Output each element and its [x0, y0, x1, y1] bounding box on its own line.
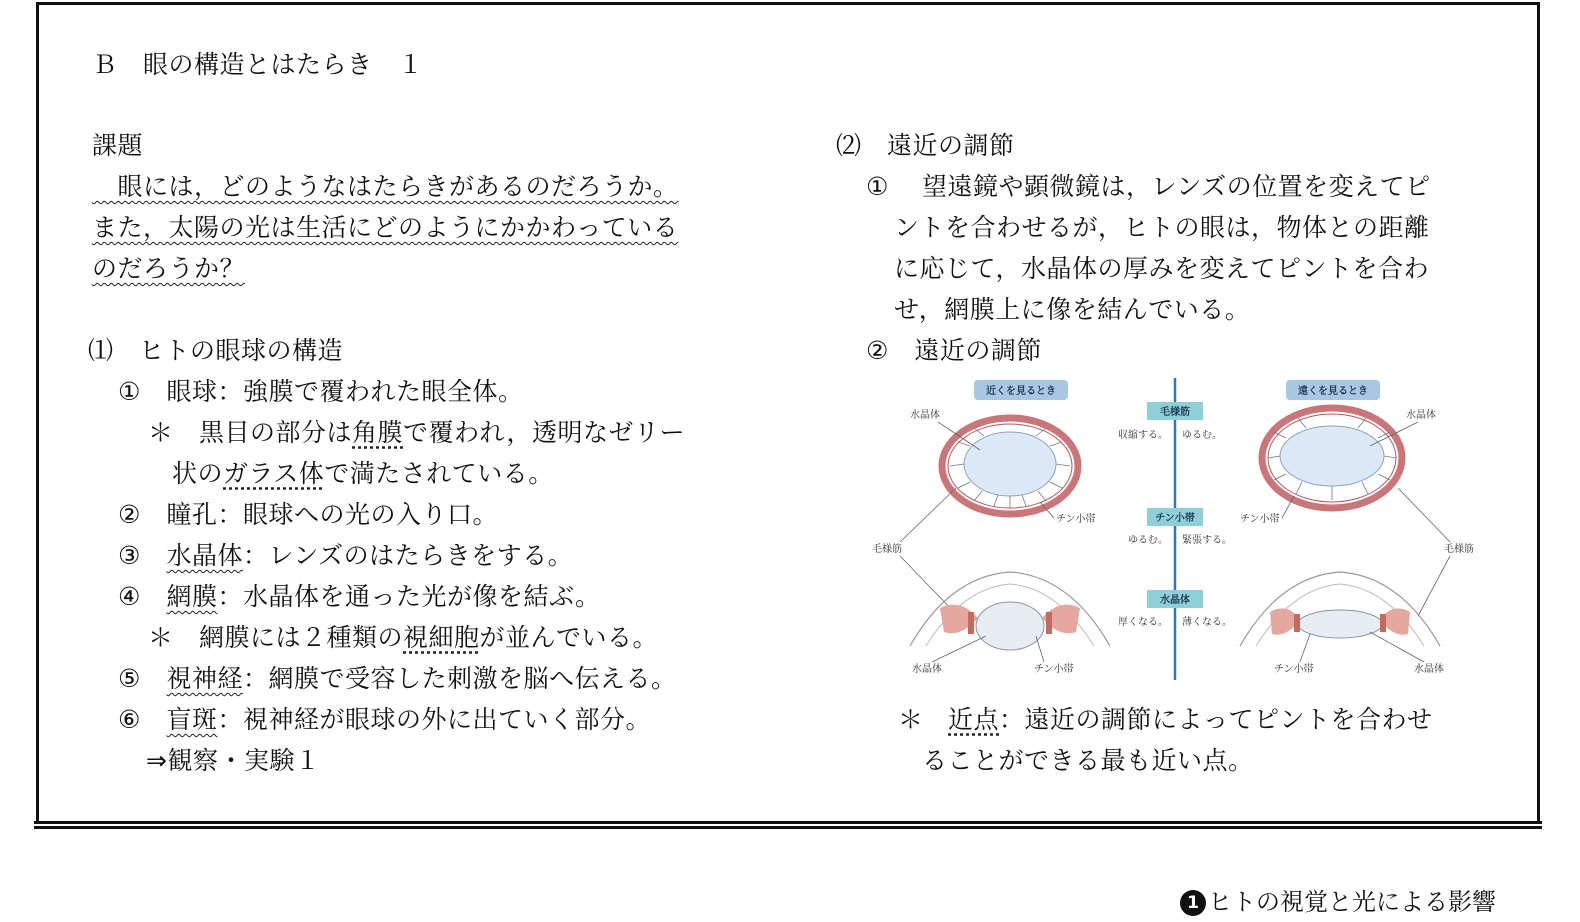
item-number: ⑤: [118, 664, 141, 693]
part2-para-line-3: に応じて，水晶体の厚みを変えてピントを合わ: [894, 254, 1430, 283]
structure-item-3: [118, 541, 573, 571]
structure-note-cornea: [148, 418, 685, 448]
note-text: で満たされている。: [324, 459, 554, 488]
near-point-star: ＊: [898, 705, 924, 734]
part2-heading: ⑵ 遠近の調節: [836, 131, 1015, 160]
experiment-link[interactable]: ⇒観察・実験１: [146, 746, 321, 775]
part2-subheading: ② 遠近の調節: [866, 336, 1042, 365]
item-number: ⑥: [118, 705, 141, 734]
far-lens-label: 水晶体: [1406, 410, 1436, 421]
section-title: Ｂ 眼の構造とはたらき １: [92, 50, 424, 79]
note-term: 角膜: [352, 418, 404, 447]
structure-item-2: [118, 500, 498, 530]
footer-caption: [1180, 882, 1496, 917]
frame-bottom-rule: [34, 821, 1542, 829]
near-zonule-label-2: チン小帯: [1034, 664, 1074, 675]
far-zonule-label: チン小帯: [1240, 514, 1280, 525]
item-term: 盲斑: [166, 705, 218, 734]
ciliary-far-note: ゆるむ。: [1182, 430, 1222, 441]
accommodation-figure: [870, 376, 1480, 682]
part2-para-line-1: 望遠鏡や顕微鏡は，レンズの位置を変えてピ: [922, 172, 1431, 201]
item-number: ④: [118, 582, 141, 611]
structure-item-6: [118, 705, 651, 735]
task-line-2: また，太陽の光は生活にどのようにかかわっている: [92, 213, 679, 242]
structure-item-4: [118, 582, 600, 612]
item-description: ：レンズのはたらきをする。: [242, 541, 574, 570]
lens-tag-label: 水晶体: [1160, 595, 1190, 606]
task-line-1: 眼には，どのようなはたらきがあるのだろうか。: [92, 172, 679, 201]
lens-far-note: 薄くなる。: [1182, 617, 1232, 628]
near-lens-label: 水晶体: [910, 410, 940, 421]
footer-number-badge: 1: [1180, 890, 1206, 916]
ciliary-near-note: 収縮する。: [1118, 430, 1168, 441]
note-term: ガラス体: [223, 459, 325, 488]
item-term: 視神経: [166, 664, 243, 693]
note-text: 状の: [172, 459, 224, 488]
note-text: ＊ 網膜には２種類の: [148, 623, 404, 652]
far-lens-label-2: 水晶体: [1414, 664, 1444, 675]
structure-item-5: [118, 664, 676, 694]
item-description: ：眼球への光の入り口。: [217, 500, 498, 529]
ciliary-tag-label: 毛様筋: [1160, 407, 1190, 418]
note-term: 視細胞: [403, 623, 480, 652]
item-term: 瞳孔: [166, 500, 218, 529]
part2-para-line-2: ントを合わせるが，ヒトの眼は，物体との距離: [894, 213, 1430, 242]
near-lens-label-2: 水晶体: [912, 664, 942, 675]
structure-note-photoreceptor: [148, 623, 658, 653]
structure-note-vitreous: [172, 459, 554, 489]
zonule-near-note: ゆるむ。: [1128, 535, 1168, 546]
far-ciliary-label: 毛様筋: [1444, 544, 1474, 555]
note-text: ＊ 黒目の部分は: [148, 418, 353, 447]
item-number: ①: [118, 377, 141, 406]
far-zonule-label-2: チン小帯: [1274, 664, 1314, 675]
zonule-tag-label: チン小帯: [1155, 513, 1195, 524]
near-point-line-2: ることができる最も近い点。: [922, 746, 1254, 775]
note-text: が並んでいる。: [479, 623, 659, 652]
task-label: 課題: [92, 131, 144, 160]
near-point-note: [948, 705, 1433, 735]
part2-para-line-4: せ，網膜上に像を結んでいる。: [894, 295, 1251, 324]
item-term: 水晶体: [166, 541, 243, 570]
item-number: ③: [118, 541, 141, 570]
item-description: ：水晶体を通った光が像を結ぶ。: [217, 582, 601, 611]
note-text: で覆われ，透明なゼリー: [403, 418, 686, 447]
near-point-definition: ：遠近の調節によってピントを合わせ: [999, 705, 1433, 734]
item-description: ：強膜で覆われた眼全体。: [217, 377, 524, 406]
part1-heading: ⑴ ヒトの眼球の構造: [88, 336, 344, 365]
item-term: 眼球: [166, 377, 218, 406]
footer-title: ヒトの視覚と光による影響: [1208, 888, 1496, 916]
near-zonule-label: チン小帯: [1056, 514, 1096, 525]
far-tag-label: 遠くを見るとき: [1298, 386, 1368, 397]
task-line-3: のだろうか？: [92, 254, 246, 283]
near-tag-label: 近くを見るとき: [986, 386, 1056, 397]
near-point-term: 近点: [948, 705, 1000, 734]
part2-para-number: ①: [866, 172, 889, 201]
zonule-far-note: 緊張する。: [1182, 535, 1232, 546]
accommodation-diagram: [870, 376, 1480, 682]
item-number: ②: [118, 500, 141, 529]
item-term: 網膜: [166, 582, 218, 611]
structure-item-1: [118, 377, 523, 407]
near-ciliary-label: 毛様筋: [872, 544, 902, 555]
item-description: ：網膜で受容した刺激を脳へ伝える。: [242, 664, 677, 693]
item-description: ：視神経が眼球の外に出ていく部分。: [217, 705, 651, 734]
lens-near-note: 厚くなる。: [1118, 617, 1168, 628]
